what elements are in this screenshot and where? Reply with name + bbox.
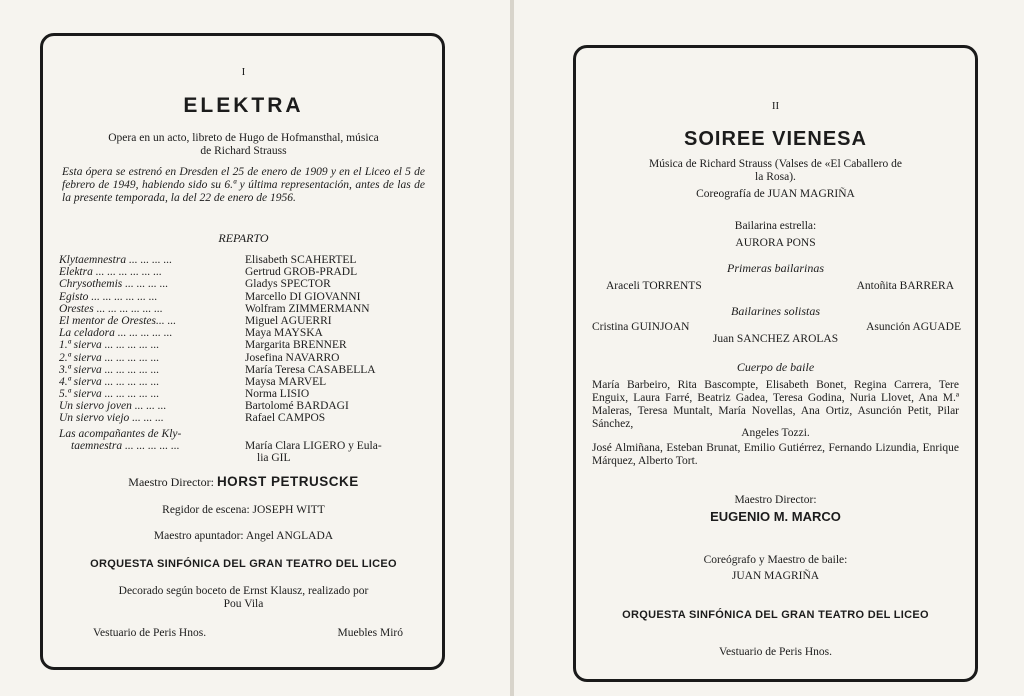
companions-role-line-1: Las acompañantes de Kly- xyxy=(59,428,182,440)
first-dancer-2: Antoñita BARRERA xyxy=(856,280,954,292)
choreographer-name: JUAN MAGRIÑA xyxy=(731,570,820,582)
stage-manager-credit xyxy=(59,504,428,517)
cast-row xyxy=(59,291,428,303)
corps-heading: Cuerpo de baile xyxy=(736,360,815,374)
cast-role: Un siervo joven ... ... ... xyxy=(59,400,167,413)
page-title: SOIREE VIENESA xyxy=(684,128,867,150)
first-dancers-heading: Primeras bailarinas xyxy=(726,261,824,275)
choreographer-label: Coreógrafo y Maestro de baile: xyxy=(703,554,848,566)
decor-line-1: Decorado según boceto de Ernst Klausz, realizado por xyxy=(118,585,369,597)
costume-furniture-row xyxy=(59,627,428,640)
elektra-content xyxy=(59,36,428,667)
left-page xyxy=(0,0,510,696)
cast-singer: Gertrud GROB-PRADL xyxy=(245,266,358,279)
furniture-credit: Muebles Miró xyxy=(337,627,403,639)
choreography-name: JUAN MAGRIÑA xyxy=(767,188,855,200)
cast-row xyxy=(59,412,428,424)
cast-row xyxy=(59,327,428,339)
act-numeral: I xyxy=(241,66,246,78)
conductor-credit xyxy=(59,474,428,489)
cast-role: 5.ª sierva ... ... ... ... ... xyxy=(59,388,160,401)
corps-women-last: Angeles Tozzi. xyxy=(741,427,810,439)
cast-singer: Maya MAYSKA xyxy=(245,327,323,340)
opera-description xyxy=(59,132,428,158)
cast-role: Elektra ... ... ... ... ... ... xyxy=(59,266,162,279)
conductor-label: Maestro Director: xyxy=(128,475,214,489)
cast-role: Klytaemnestra ... ... ... ... xyxy=(59,254,173,266)
cast-row xyxy=(59,254,428,266)
cast-singer: Maysa MARVEL xyxy=(245,375,327,388)
cast-row xyxy=(59,388,428,400)
soloist-3: Juan SANCHEZ AROLAS xyxy=(712,333,839,345)
right-page-frame xyxy=(573,45,978,682)
orchestra-credit: ORQUESTA SINFÓNICA DEL GRAN TEATRO DEL LICEO xyxy=(622,609,929,621)
cast-singer: Bartolomé BARDAGI xyxy=(245,400,349,413)
cast-role: Orestes ... ... ... ... ... ... xyxy=(59,302,163,315)
cast-singer: Josefina NAVARRO xyxy=(245,351,340,364)
left-page-frame xyxy=(40,33,445,670)
cast-role: La celadora ... ... ... ... ... xyxy=(59,327,173,340)
music-description xyxy=(590,158,961,184)
cast-row xyxy=(59,339,428,351)
costumes-credit: Vestuario de Peris Hnos. xyxy=(718,646,833,658)
cast-row xyxy=(59,315,428,327)
cast-heading: REPARTO xyxy=(218,231,269,245)
cast-row xyxy=(59,303,428,315)
stage-manager-name: JOSEPH WITT xyxy=(252,504,325,516)
music-line-2: la Rosa). xyxy=(755,170,796,183)
corps-men: José Almiñana, Esteban Brunat, Emilio Gutiérrez, Fernando Lizundia, Enrique Márquez, Alberto Tort. xyxy=(592,442,959,467)
cast-singer: Marcello DI GIOVANNI xyxy=(245,290,361,303)
star-dancer-name: AURORA PONS xyxy=(735,237,816,249)
cast-role: Egisto ... ... ... ... ... ... xyxy=(59,290,158,303)
companions-singer-line-1: María Clara LIGERO y Eula- xyxy=(245,440,382,452)
soloists-row xyxy=(590,321,961,334)
cast-list xyxy=(59,254,428,425)
companions-role xyxy=(59,428,245,464)
conductor-name: EUGENIO M. MARCO xyxy=(710,509,841,524)
cast-singer: Margarita BRENNER xyxy=(245,339,347,352)
soloist-1: Cristina GUINJOAN xyxy=(592,321,690,333)
cast-row xyxy=(59,364,428,376)
orchestra-credit: ORQUESTA SINFÓNICA DEL GRAN TEATRO DEL LICEO xyxy=(90,558,397,570)
costumes-credit: Vestuario de Peris Hnos. xyxy=(93,627,207,639)
cast-singer: Gladys SPECTOR xyxy=(245,278,331,291)
decor-credit xyxy=(59,585,428,611)
prompter-label: Maestro apuntador: xyxy=(153,530,244,542)
cast-row xyxy=(59,278,428,290)
opera-description-line-1: Opera en un acto, libreto de Hugo de Hofmansthal, música xyxy=(108,132,379,144)
cast-row xyxy=(59,352,428,364)
cast-singer: Elisabeth SCAHERTEL xyxy=(245,254,357,266)
companions-singer-line-2: lia GIL xyxy=(257,452,291,465)
cast-row xyxy=(59,376,428,388)
cast-role: El mentor de Orestes... ... xyxy=(59,314,177,327)
cast-role: 2.ª sierva ... ... ... ... ... xyxy=(59,351,160,364)
cast-row xyxy=(59,400,428,412)
premiere-note: Esta ópera se estrenó en Dresden el 25 de enero de 1909 y en el Liceo el 5 de febrero de 1949, habiendo sido su 6.ª y última representación, antes de las de la presente temporada, la del 22 de enero de 1956. xyxy=(62,166,425,204)
cast-singer: Miguel AGUERRI xyxy=(245,314,332,327)
cast-singer: Rafael CAMPOS xyxy=(245,412,326,425)
first-dancer-1: Araceli TORRENTS xyxy=(606,280,702,292)
cast-role: 1.ª sierva ... ... ... ... ... xyxy=(59,339,160,352)
corps-women: María Barbeiro, Rita Bascompte, Elisabeth Bonet, Regina Carrera, Tere Enguix, Laura Farré, Beatriz Gadea, Teresa Godina, Nuria Llovet, Ana M.ª Maleras, Teresa Muntalt, María Novellas, Ana Ortiz, Asunción Petit, Pilar Sánchez, xyxy=(592,379,959,430)
cast-role: 4.ª sierva ... ... ... ... ... xyxy=(59,375,160,388)
cast-row xyxy=(59,266,428,278)
music-line-1: Música de Richard Strauss (Valses de «El Caballero de xyxy=(649,158,902,170)
first-dancers-row xyxy=(590,280,961,293)
stage-manager-label: Regidor de escena: xyxy=(162,504,250,516)
soloists-heading: Bailarines solistas xyxy=(730,304,820,318)
right-page xyxy=(514,0,1024,696)
cast-role: Chrysothemis ... ... ... ... xyxy=(59,278,169,291)
star-dancer-label: Bailarina estrella: xyxy=(734,220,817,232)
cast-singer: María Teresa CASABELLA xyxy=(245,363,376,376)
prompter-credit xyxy=(59,530,428,543)
cast-role: Un siervo viejo ... ... ... xyxy=(59,412,164,425)
soloist-2: Asunción AGUADE xyxy=(866,321,961,333)
companions-row xyxy=(59,428,428,464)
decor-line-2: Pou Vila xyxy=(223,597,264,610)
companions-role-line-2: taemnestra ... ... ... ... ... xyxy=(71,440,180,453)
cast-singer: Wolfram ZIMMERMANN xyxy=(245,302,370,315)
prompter-name: Angel ANGLADA xyxy=(245,530,334,542)
page-title: ELEKTRA xyxy=(183,94,304,117)
opera-description-line-2: de Richard Strauss xyxy=(200,144,287,157)
act-numeral: II xyxy=(771,100,780,112)
cast-singer: Norma LISIO xyxy=(245,388,310,401)
choreography-credit xyxy=(590,188,961,201)
conductor-label: Maestro Director: xyxy=(734,494,817,506)
companions-singers xyxy=(245,428,428,464)
soiree-content xyxy=(590,48,961,679)
cast-role: 3.ª sierva ... ... ... ... ... xyxy=(59,363,160,376)
conductor-name: HORST PETRUSCKE xyxy=(216,474,359,489)
choreography-label: Coreografía de xyxy=(696,188,765,200)
